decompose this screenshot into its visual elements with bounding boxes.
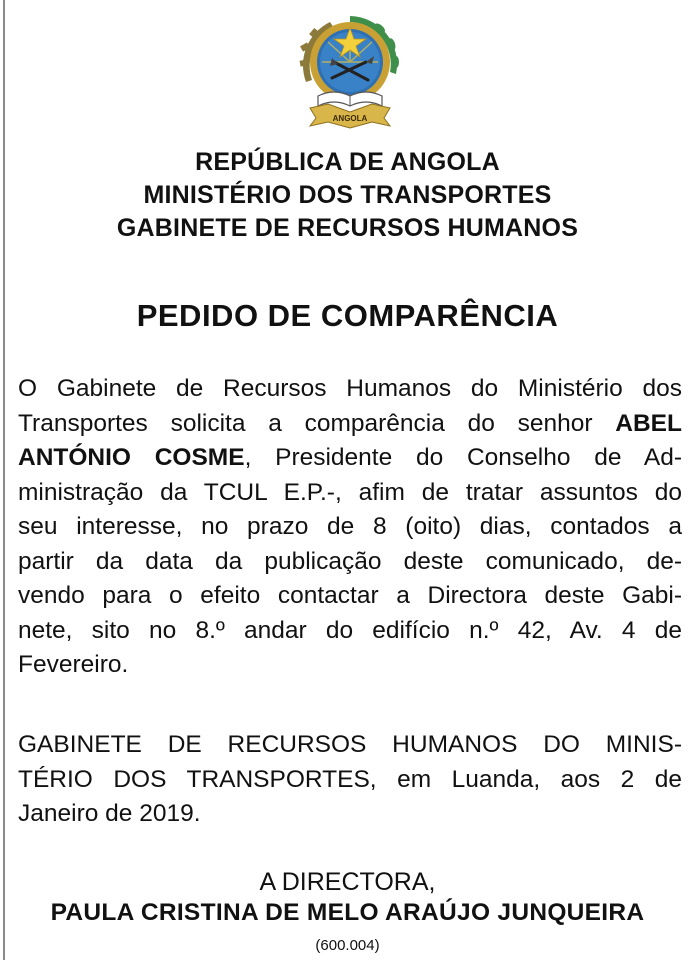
paragraph-line: seu interesse, no prazo de 8 (oito) dias, contados a	[18, 513, 682, 540]
paragraph-line: Janeiro de 2019.	[18, 800, 201, 827]
paragraph-text: Transportes solicita a comparência do senhor	[18, 409, 616, 437]
paragraph-text: , Presidente do Conselho de Ad-	[244, 444, 682, 471]
paragraph-line	[18, 407, 682, 442]
signature-title: A DIRECTORA,	[259, 868, 436, 896]
paragraph-line: partir da data da publicação deste comunicado, de-	[18, 547, 682, 575]
signatory-name: PAULA CRISTINA DE MELO ARAÚJO JUNQUEIRA	[50, 899, 645, 926]
place-date-paragraph	[18, 728, 682, 832]
paragraph-line	[18, 441, 682, 476]
angola-coat-of-arms-icon	[288, 4, 412, 132]
header-country: REPÚBLICA DE ANGOLA	[195, 148, 500, 176]
paragraph-line: nete, sito no 8.º andar do edifício n.º 42, Av. 4 de	[18, 616, 682, 644]
notice-paragraph	[18, 372, 682, 683]
paragraph-line: ministração da TCUL E.P.-, afim de tratar assuntos do	[18, 478, 682, 506]
document-title: PEDIDO DE COMPARÊNCIA	[136, 298, 559, 333]
paragraph-line: vendo para o efeito contactar a Directora deste Gabi-	[18, 582, 682, 609]
reference-number: (600.004)	[315, 937, 380, 954]
letterhead	[0, 146, 695, 245]
paragraph-line: O Gabinete de Recursos Humanos do Ministério dos	[18, 375, 682, 402]
header-office: GABINETE DE RECURSOS HUMANOS	[116, 214, 579, 242]
page-edge-line	[3, 0, 5, 960]
paragraph-line: TÉRIO DOS TRANSPORTES, em Luanda, aos 2 de	[18, 765, 682, 793]
header-ministry: MINISTÉRIO DOS TRANSPORTES	[143, 181, 552, 209]
paragraph-line: Fevereiro.	[18, 651, 129, 678]
paragraph-line: GABINETE DE RECURSOS HUMANOS DO MINIS-	[18, 731, 682, 758]
emblem-ribbon-text: ANGOLA	[332, 114, 368, 123]
person-name-part: ABEL	[615, 409, 682, 437]
person-name-part: ANTÓNIO COSME	[18, 444, 245, 471]
